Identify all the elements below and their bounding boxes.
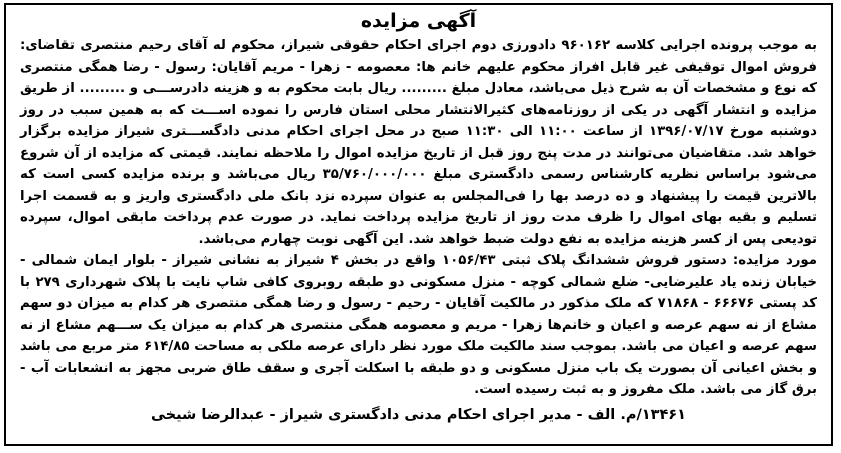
notice-signature: ۱۳۴۶۱/م. الف - مدیر اجرای احکام مدنی دادگستری شیراز - عبدالرضا شیخی	[150, 406, 687, 423]
notice-title: آگهی مزایده	[360, 10, 477, 32]
notice-paragraph-property: مورد مزایده: دستور فروش ششدانگ پلاک ثبتی ۱۰۵۶/۴۳ واقع در بخش ۴ شیراز به نشانی شیراز - بلوار ایمان شمالی - خیابان زنده یاد علیرضایی- ضلع شمالی کوچه - منزل مسکونی دو طبقه روبروی کافی شاپ نایت با پلاک شهرداری ۲۷۹ با کد پستی ۶۶۶۷۶ - ۷۱۸۶۸ که ملک مذکور در مالکیت آقایان - رحیم - رسول و رضا همگی منتصری هر کدام به میزان دو سهم مشاع از نه سهم عرصه و اعیان و خانم‌ها زهرا - مریم و معصومه همگی منتصری هر کدام به میزان یک ســـهم مشاع از نه سهم عرصه و اعیان می باشد. بموجب سند مالکیت ملک مورد نظر دارای عرصه ملکی به مساحت ۶۱۴/۸۵ متر مربع می باشد و بخش اعیانی آن بصورت یک باب منزل مسکونی و دو طبقه با اسکلت آجری و سقف طاق ضربی مجهز به انشعابات آب - برق گاز می باشد. ملک مفروز و به ثبت رسیده است.	[20, 253, 818, 397]
notice-paragraph-terms: به موجب پرونده اجرایی کلاسه ۹۶۰۱۶۲ دادورزی دوم اجرای احکام حقوقی شیراز، محکوم له آقای رحیم منتصری تقاضای: فروش اموال توقیفی غیر قابل افراز محکوم علیهم خانم ها: معصومه - زهرا - مریم آقایان: رسول - رضا همگی منتصری که نوع و مشخصات آن به شرح ذیل می‌باشد، معادل مبلغ ......... ریال بابت محکوم به و هزینه دادرســـی و ......... از طریق مزایده و انتشار آگهی در یکی از روزنامه‌های کثیرالانتشار محلی استان فارس را نموده اســـت که به همین سبب در روز دوشنبه مورخ ۱۳۹۶/۰۷/۱۷ از ساعت ۱۱:۰۰ الی ۱۱:۳۰ صبح در محل اجرای احکام مدنی دادگســـتری شیراز مزایده برگزار خواهد شد. متقاضیان می‌توانند در مدت پنج روز قبل از تاریخ مزایده اموال را ملاحظه نمایند. قیمتی که مزایده از آن شروع می‌شود براساس نظریه کارشناس رسمی دادگستری مبلغ ۳۵/۷۶۰/۰۰۰/۰۰۰ ریال می‌باشد و برنده مزایده کسی است که بالاترین قیمت را پیشنهاد و ده درصد بها را فی‌المجلس به عنوان سپرده نزد بانک ملی دادگستری واریز و به قسمت اجرا تسلیم و بقیه بهای اموال را ظرف مدت روز از تاریخ مزایده پرداخت نماید. در صورت عدم پرداخت مابقی اموال، سپرده تودیعی پس از کسر هزینه مزایده به نفع دولت ضبط خواهد شد. این آگهی نوبت چهارم می‌باشد.	[20, 38, 817, 247]
auction-notice	[4, 3, 833, 446]
